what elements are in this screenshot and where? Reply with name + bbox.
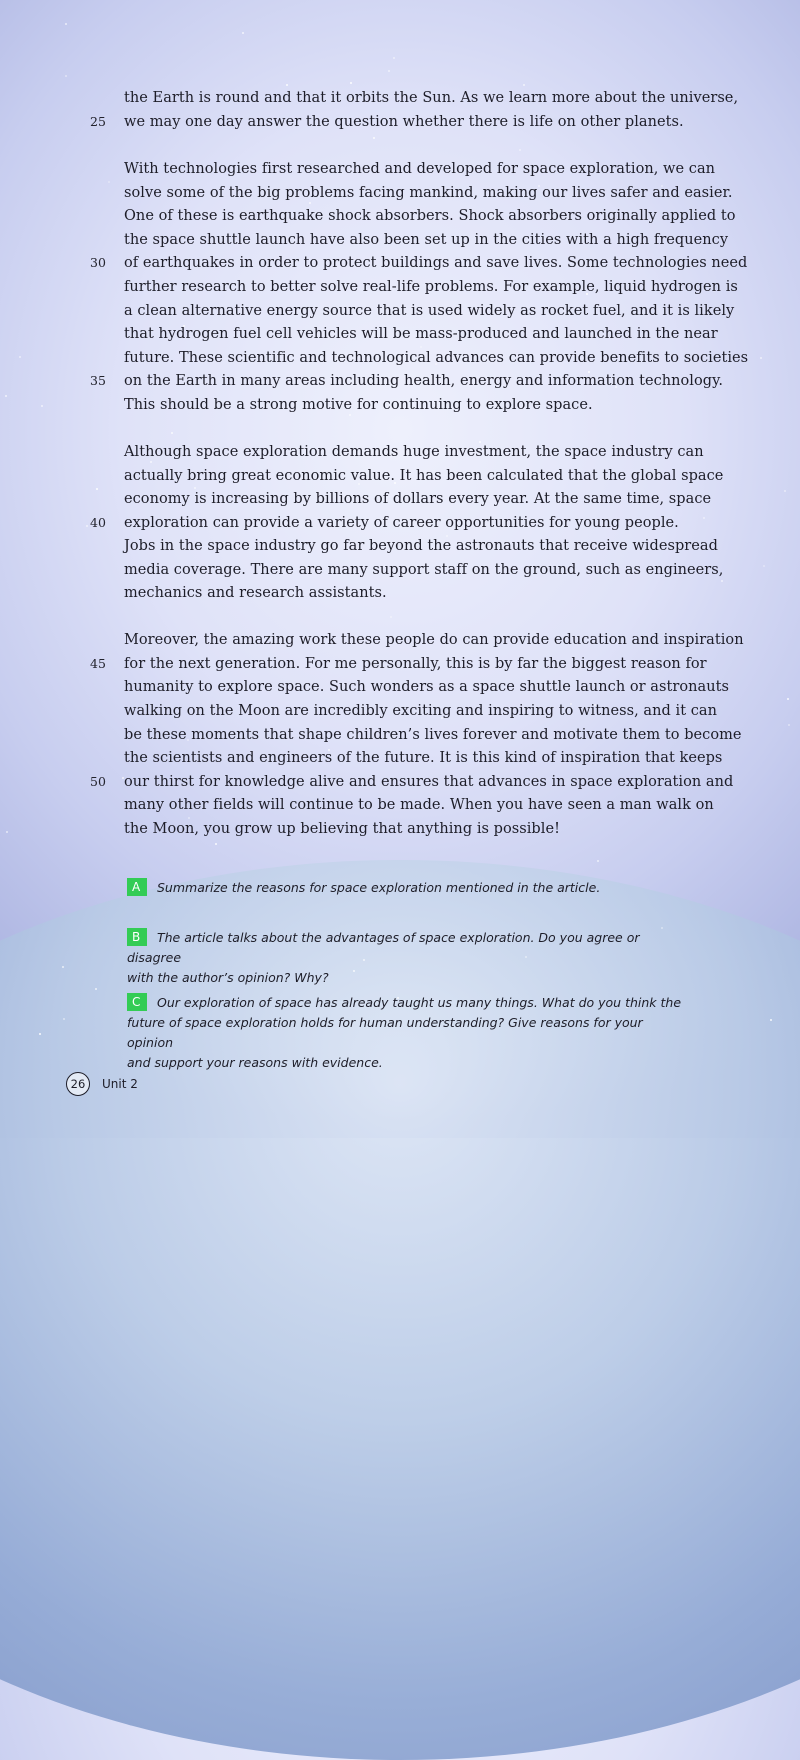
text-line: solve some of the big problems facing mankind, making our lives safer and easier. — [124, 185, 733, 201]
text-line: actually bring great economic value. It has been calculated that the global space — [124, 468, 724, 484]
article-text — [0, 0, 800, 860]
text-line: that hydrogen fuel cell vehicles will be mass-produced and launched in the near — [124, 326, 718, 342]
text-line: further research to better solve real-life problems. For example, liquid hydrogen is — [124, 279, 738, 295]
text-line: With technologies first researched and developed for space exploration, we can — [124, 161, 716, 177]
text-line: walking on the Moon are incredibly exciting and inspiring to witness, and it can — [124, 703, 717, 719]
task-a — [127, 878, 687, 898]
task-text: The article talks about the advantages of space exploration. Do you agree or disagree — [127, 930, 640, 965]
text-line: be these moments that shape children’s lives forever and motivate them to become — [124, 727, 742, 743]
star — [95, 988, 97, 990]
text-line: on the Earth in many areas including health, energy and information technology. — [124, 373, 724, 389]
star — [62, 966, 64, 968]
text-line: the Moon, you grow up believing that anything is possible! — [124, 821, 560, 837]
text-line: exploration can provide a variety of career opportunities for young people. — [124, 515, 679, 531]
line-number: 30 — [90, 255, 106, 270]
star — [63, 1018, 65, 1020]
text-line: economy is increasing by billions of dollars every year. At the same time, space — [124, 491, 712, 507]
text-line: future. These scientific and technological advances can provide benefits to societies — [124, 350, 749, 366]
text-line: humanity to explore space. Such wonders as a space shuttle launch or astronauts — [124, 679, 729, 695]
page-footer — [66, 1071, 138, 1097]
star — [770, 1019, 772, 1021]
text-line: the scientists and engineers of the future. It is this kind of inspiration that keeps — [124, 750, 723, 766]
task-a-badge: A — [127, 878, 147, 896]
text-line: media coverage. There are many support staff on the ground, such as engineers, — [124, 562, 724, 578]
line-number: 25 — [90, 114, 106, 129]
task-text: future of space exploration holds for human understanding? Give reasons for your opinion — [127, 1015, 643, 1050]
text-line: a clean alternative energy source that is used widely as rocket fuel, and it is likely — [124, 303, 735, 319]
task-text: and support your reasons with evidence. — [127, 1055, 383, 1070]
task-b — [127, 928, 687, 988]
task-c-badge: C — [127, 993, 147, 1011]
text-line: mechanics and research assistants. — [124, 585, 387, 601]
text-line: Moreover, the amazing work these people do can provide education and inspiration — [124, 632, 744, 648]
line-number: 45 — [90, 656, 106, 671]
page-number: 26 — [66, 1072, 90, 1096]
text-line: of earthquakes in order to protect buildings and save lives. Some technologies need — [124, 255, 748, 271]
task-c — [127, 993, 687, 1073]
task-text: with the author’s opinion? Why? — [127, 970, 329, 985]
text-line: our thirst for knowledge alive and ensures that advances in space exploration and — [124, 774, 734, 790]
line-number: 35 — [90, 373, 106, 388]
text-line: Although space exploration demands huge investment, the space industry can — [124, 444, 704, 460]
text-line: This should be a strong motive for continuing to explore space. — [124, 397, 593, 413]
line-number: 40 — [90, 515, 106, 530]
text-line: One of these is earthquake shock absorbers. Shock absorbers originally applied to — [124, 208, 736, 224]
text-line: the Earth is round and that it orbits the Sun. As we learn more about the universe, — [124, 90, 739, 106]
star — [597, 860, 599, 862]
text-line: the space shuttle launch have also been set up in the cities with a high frequency — [124, 232, 729, 248]
text-line: Jobs in the space industry go far beyond the astronauts that receive widespread — [124, 538, 718, 554]
task-text: Our exploration of space has already taught us many things. What do you think the — [157, 995, 682, 1010]
task-text: Summarize the reasons for space exploration mentioned in the article. — [157, 880, 601, 895]
text-line: we may one day answer the question whether there is life on other planets. — [124, 114, 684, 130]
text-line: for the next generation. For me personally, this is by far the biggest reason for — [124, 656, 707, 672]
task-b-badge: B — [127, 928, 147, 946]
line-number: 50 — [90, 774, 106, 789]
text-line: many other fields will continue to be made. When you have seen a man walk on — [124, 797, 714, 813]
unit-label: Unit 2 — [102, 1077, 138, 1091]
star — [39, 1033, 41, 1035]
